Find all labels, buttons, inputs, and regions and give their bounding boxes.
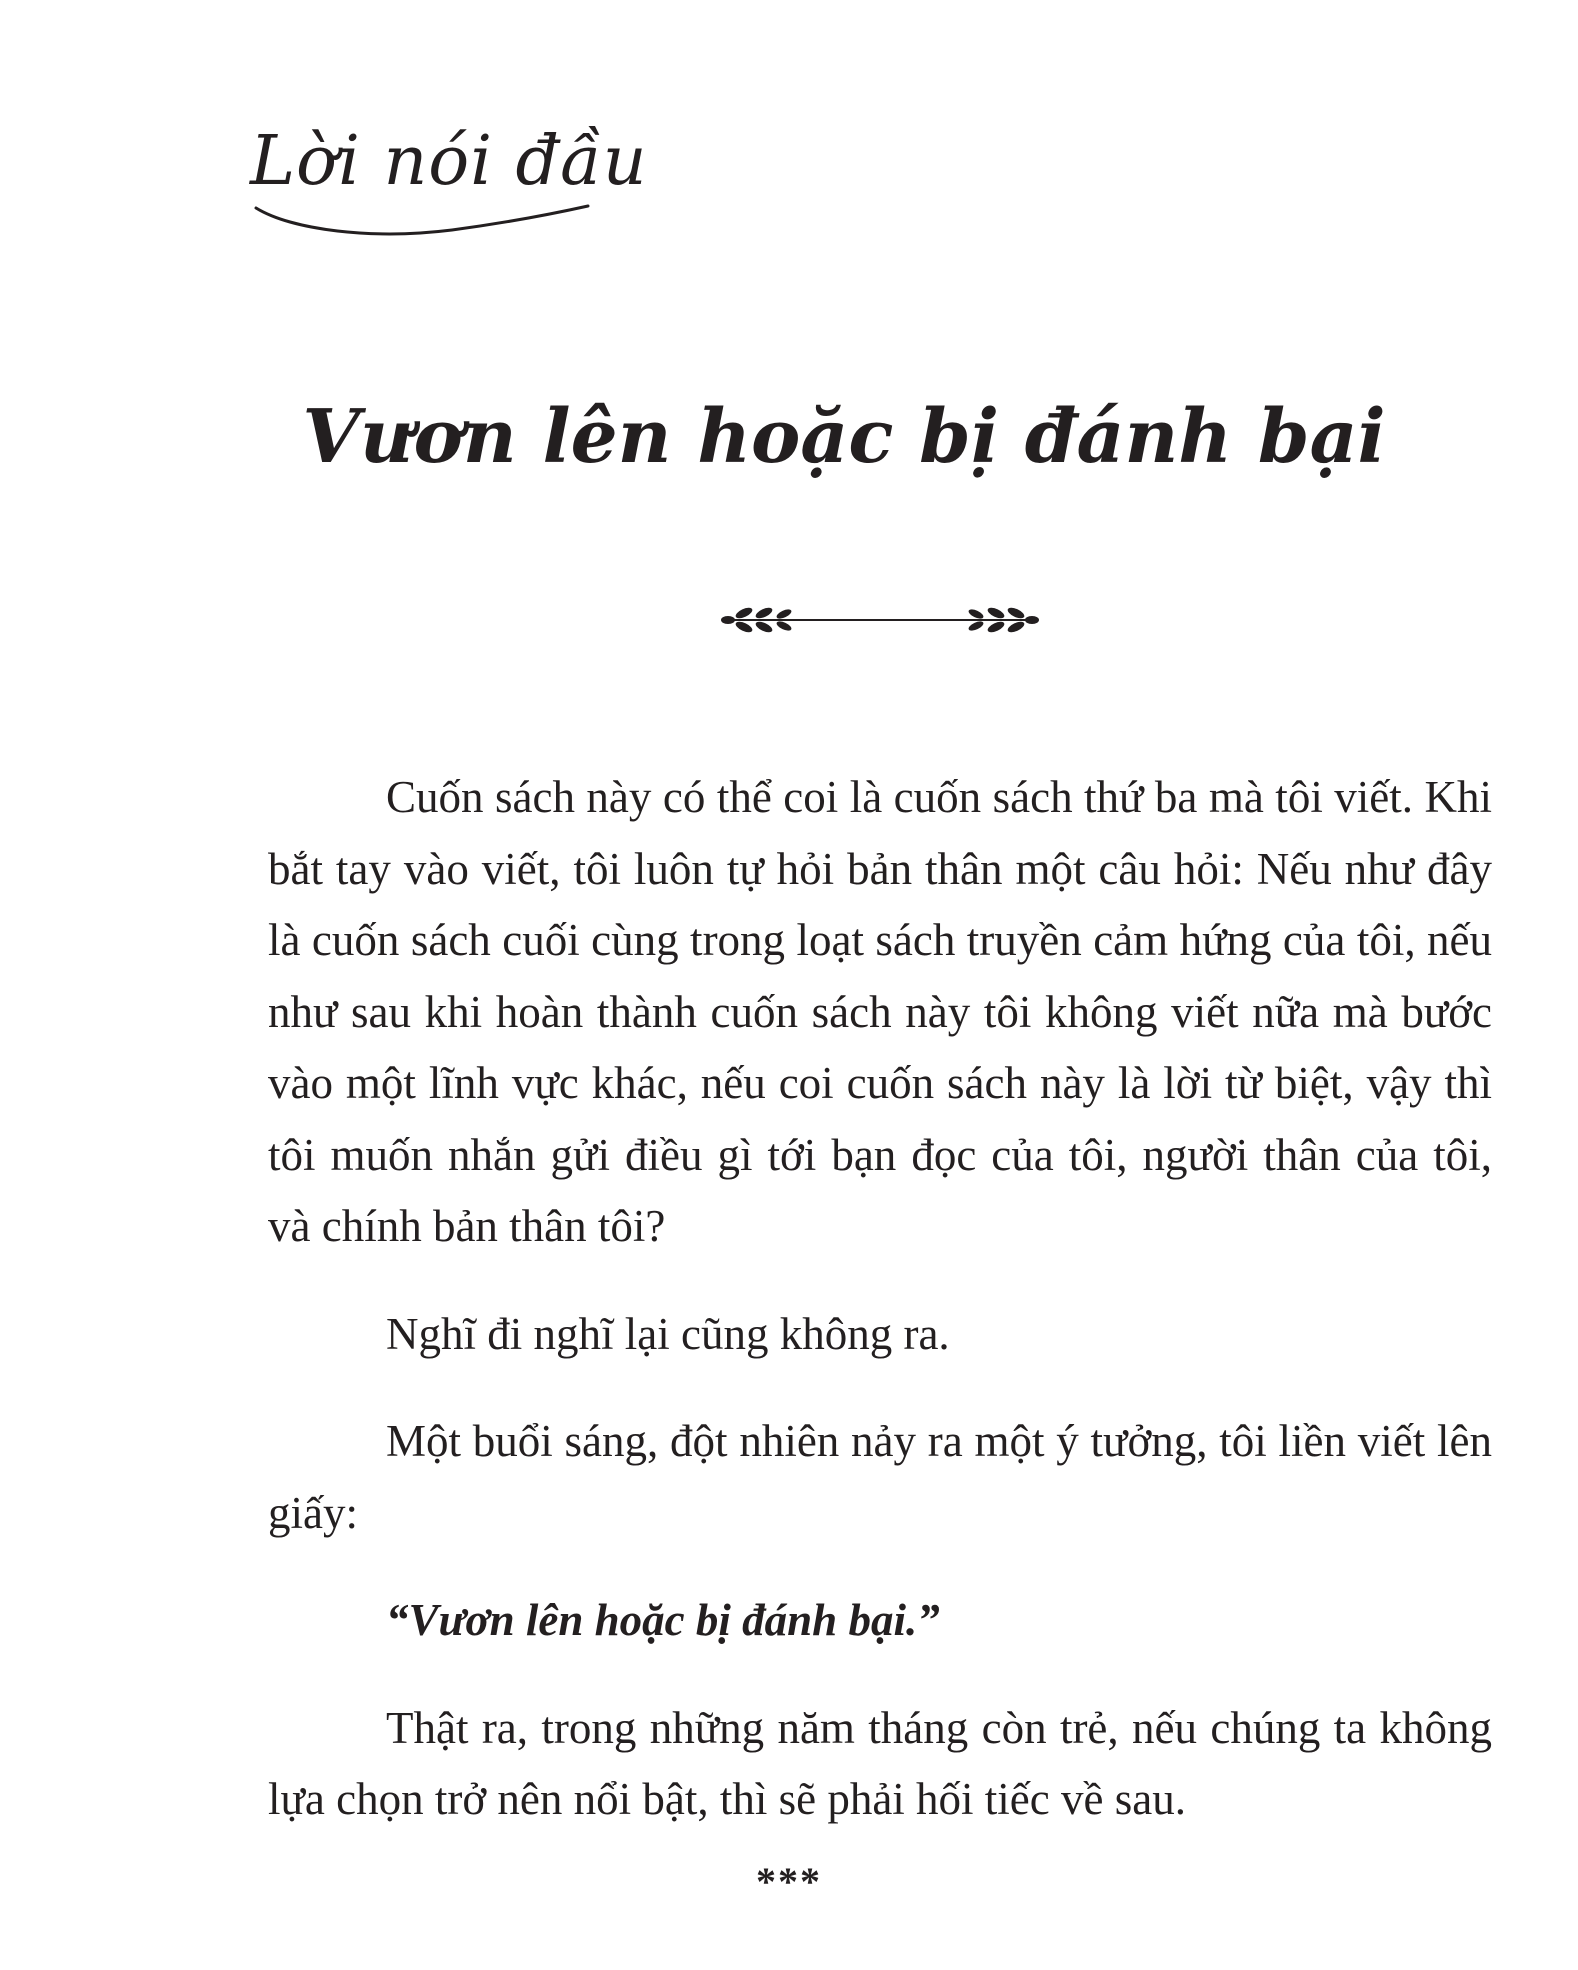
paragraph-idea: Một buổi sáng, đột nhiên nảy ra một ý tưởng, tôi liền viết lên giấy: — [268, 1416, 1492, 1538]
section-label: Lời nói đầu — [250, 122, 648, 201]
body-text — [268, 762, 1492, 1872]
section-separator: *** — [756, 1859, 822, 1904]
leaf-divider-icon — [720, 600, 1040, 640]
paragraph-quote: “Vươn lên hoặc bị đánh bại.” — [386, 1595, 940, 1645]
paragraph-thinking: Nghĩ đi nghĩ lại cũng không ra. — [386, 1308, 950, 1359]
paragraph-intro: Cuốn sách này có thể coi là cuốn sách thứ ba mà tôi viết. Khi bắt tay vào viết, tôi luôn tự hỏi bản thân một câu hỏi: Nếu như đây là cuốn sách cuối cùng trong loạt sách truyền cảm hứng của tôi, nếu như sau khi hoàn thành cuốn sách này tôi không viết nữa mà bước vào một lĩnh vực khác, nếu coi cuốn sách này là lời từ biệt, vậy thì tôi muốn nhắn gửi điều gì tới bạn đọc của tôi, người thân của tôi, và chính bản thân tôi? — [268, 772, 1492, 1251]
chapter-title: Vươn lên hoặc bị đánh bại — [302, 394, 1386, 480]
paragraph-regret: Thật ra, trong những năm tháng còn trẻ, nếu chúng ta không lựa chọn trở nên nổi bật, thì sẽ phải hối tiếc về sau. — [268, 1702, 1492, 1824]
title-swash-icon — [252, 200, 592, 240]
